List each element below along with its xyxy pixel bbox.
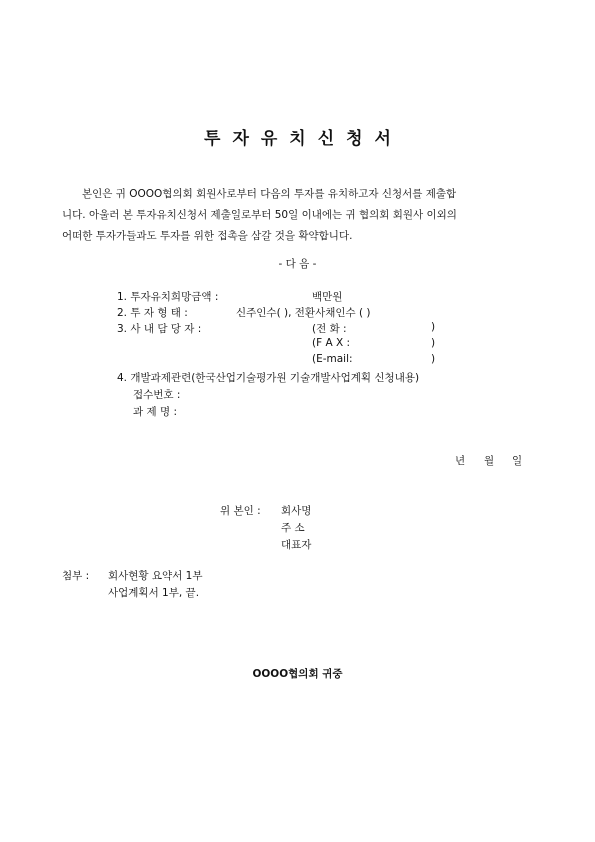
address-label: 주 소 bbox=[281, 522, 305, 534]
item3-email-close: ) bbox=[431, 353, 436, 365]
item4-receipt-number: 접수번호 : bbox=[133, 389, 181, 401]
date-month: 월 bbox=[484, 455, 495, 467]
item3-phone-close: ) bbox=[431, 321, 436, 333]
item3-email: (E-mail: bbox=[312, 353, 353, 365]
paragraph-line-3: 어떠한 투자가들과도 투자를 위한 접촉을 삼갈 것을 확약합니다. bbox=[62, 230, 353, 242]
item3-label: 3. 사 내 담 당 자 : bbox=[117, 323, 202, 335]
intro-paragraph bbox=[62, 184, 532, 247]
recipient: OOOO협의회 귀중 bbox=[252, 668, 343, 680]
paragraph-line-2: 니다. 아울러 본 투자유치신청서 제출일로부터 50일 이내에는 귀 협의회 회원사 이외의 bbox=[62, 209, 457, 221]
item3-fax: (F A X : bbox=[312, 337, 351, 349]
representative-label: 대표자 bbox=[281, 539, 312, 551]
item1-value: 백만원 bbox=[312, 291, 343, 303]
date-day: 일 bbox=[512, 455, 523, 467]
attachment-label: 첨부 : bbox=[62, 570, 90, 582]
item4-label: 4. 개발과제관련(한국산업기술평가원 기술개발사업계획 신청내용) bbox=[117, 372, 420, 384]
item2-label: 2. 투 자 형 태 : bbox=[117, 307, 188, 319]
item1-label: 1. 투자유치희망금액 : bbox=[117, 291, 219, 303]
date-year: 년 bbox=[455, 455, 466, 467]
item3-phone: (전 화 : bbox=[312, 323, 347, 335]
company-name-label: 회사명 bbox=[281, 505, 312, 517]
section-heading: - 다 음 - bbox=[278, 258, 317, 270]
item4-project-name: 과 제 명 : bbox=[133, 406, 177, 418]
attachment-line-2: 사업계획서 1부, 끝. bbox=[108, 587, 200, 599]
item3-fax-close: ) bbox=[431, 337, 436, 349]
applicant-label: 위 본인 : bbox=[220, 505, 261, 517]
attachment-line-1: 회사현황 요약서 1부 bbox=[108, 570, 203, 582]
item2-value: 신주인수( ), 전환사채인수 ( ) bbox=[236, 307, 371, 319]
document-title: 투자유치신청서 bbox=[204, 129, 403, 149]
paragraph-line-1: 본인은 귀 OOOO협의회 회원사로부터 다음의 투자를 유치하고자 신청서를 제출합 bbox=[82, 188, 457, 200]
